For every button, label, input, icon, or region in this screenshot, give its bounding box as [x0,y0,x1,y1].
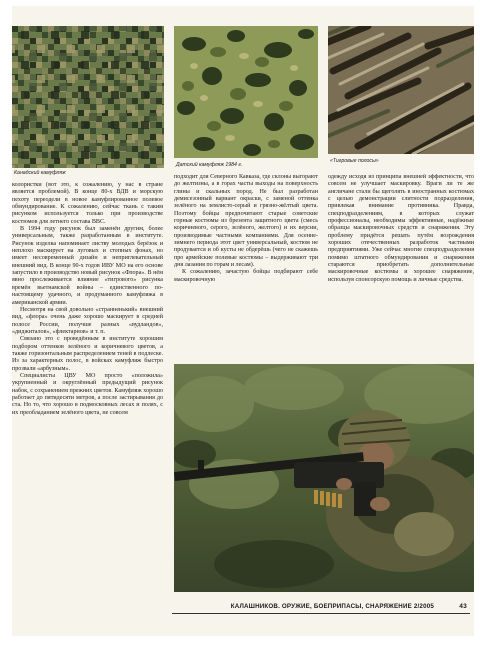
text-column-2 [174,174,318,358]
canadian-camouflage-pattern [12,26,164,168]
magazine-title: КАЛАШНИКОВ. ОРУЖИЕ, БОЕПРИПАСЫ, СНАРЯЖЕНИЕ 2/2005 [230,603,434,610]
soldier-scene [174,364,474,592]
paragraph: подходит для Северного Кавказа, где склоны выгорают до желтизны, а в горах часты выходы на поверхность глины и скальных пород. Не был разработан демисезонный вариант окраски, с заменой оттенка зелёного на землисто-серый и грязно-жёлтый цвета. Поэтому бойцы предпочитают старые советские горные костюмы из брезента защитного цвета (смесь коричневого, серого, зелёного, желтого) и их версии, производимые частными компаниями. Для осенне-зимнего периода этот цвет универсальный, костюм не продувается и об кусты не обдерёшь (чего не скажешь про армейские полевые костюмы – выдерживают три дня лазания по горам и лесам). [174,174,318,269]
tiger-stripes-photo [328,26,474,154]
caption-tiger: «Тигровые полосы» [330,158,379,164]
soldier-machine-gun-photo [174,364,474,592]
footer-rule [172,613,470,614]
magazine-page [12,6,474,636]
danish-camouflage-pattern [174,26,318,158]
caption-canadian: Канадский камуфляж [14,170,66,176]
page-number: 43 [459,603,467,610]
paragraph: колористки (вот это, к сожалению, у нас в стране является проблемой). В конце 80-х ВДВ и морскую пехоту переодели в новое камуфлированное полевое обмундирование. К сожалению, сейчас ткань с таким рисунком используется только при производстве костюмов для летнего состава ВВС. [12,182,163,225]
paragraph: Несмотря на свой довольно «странненький» внешний вид, «флора» очень даже хорошо маскирует в средней полосе России, получше разных «вудландов», «диджиталов», «флектарнов» и т. п. [12,306,163,335]
text-column-3 [328,174,474,358]
tiger-stripes-pattern [328,26,474,154]
canadian-camouflage-photo [12,26,164,168]
text-column-1 [12,182,163,590]
paragraph: одежду исходя из принципа внешней эффектности, что совсем не улучшает маскировку. Враги ли те же англичане стали бы щеголять в иностранных костюмах с целью демонстрации слитности подразделения, привлекая внимание противника. Правда, спецподразделениям, в которых служат профессионалы, необходимы эффективные, надёжные образцы маскировочных средств и снаряжения. Эту проблему придётся решать путём возрождения хороших отечественных разработок частными предприятиями. Уже сейчас многие спецподразделения помимо штатного обмундирования и снаряжения стараются приобретать дополнительные маскировочные костюмы и хорошее снаряжение, используя спонсорскую помощь и личные средства. [328,174,474,283]
caption-danish: Датский камуфляж 1984 г. [176,162,243,168]
paragraph: Специалисты ЦВУ МО просто «положила» укрупненный и округлённый предыдущий рисунок набок, с сохранением прежних цветов. Камуфляж хорошо работает до пятидесяти метров, а после застирывания до ста. Но то, что хорошо в подмосковных лесах и полях, с их преобладанием зелёного цвета, не совсем [12,372,163,416]
page-footer [12,600,474,614]
paragraph: В 1994 году рисунок был заменён другим, более универсальным, также разработанным в институте. Рисунок изделка напоминает листву молодых берёзок и неплохо маскирует на луговых и степных фонах, но имеет несовременный дизайн и неприглекательный внешний вид. В конце 90-х годов ИВУ МО на его основе запустило в производство новый рисунок «Флора». В нём явно прослеживается влияние «тигрового» рисунка времён вьетнамской войны – единственного по-настоящему удачного, и продуманного камуфляжа в американской армии. [12,226,163,306]
paragraph: Связано это с проведённым в институте хорошим подбором оттенков зелёного и коричневого цветов, а также горизонтальным распределением теней в подлеске. Из за характерных полос, в войсках камуфляж быстро прозвали «арбузным». [12,336,163,372]
paragraph: К сожалению, зачастую бойцы подбирают себе маскировочную [174,269,318,283]
danish-camouflage-photo [174,26,318,158]
